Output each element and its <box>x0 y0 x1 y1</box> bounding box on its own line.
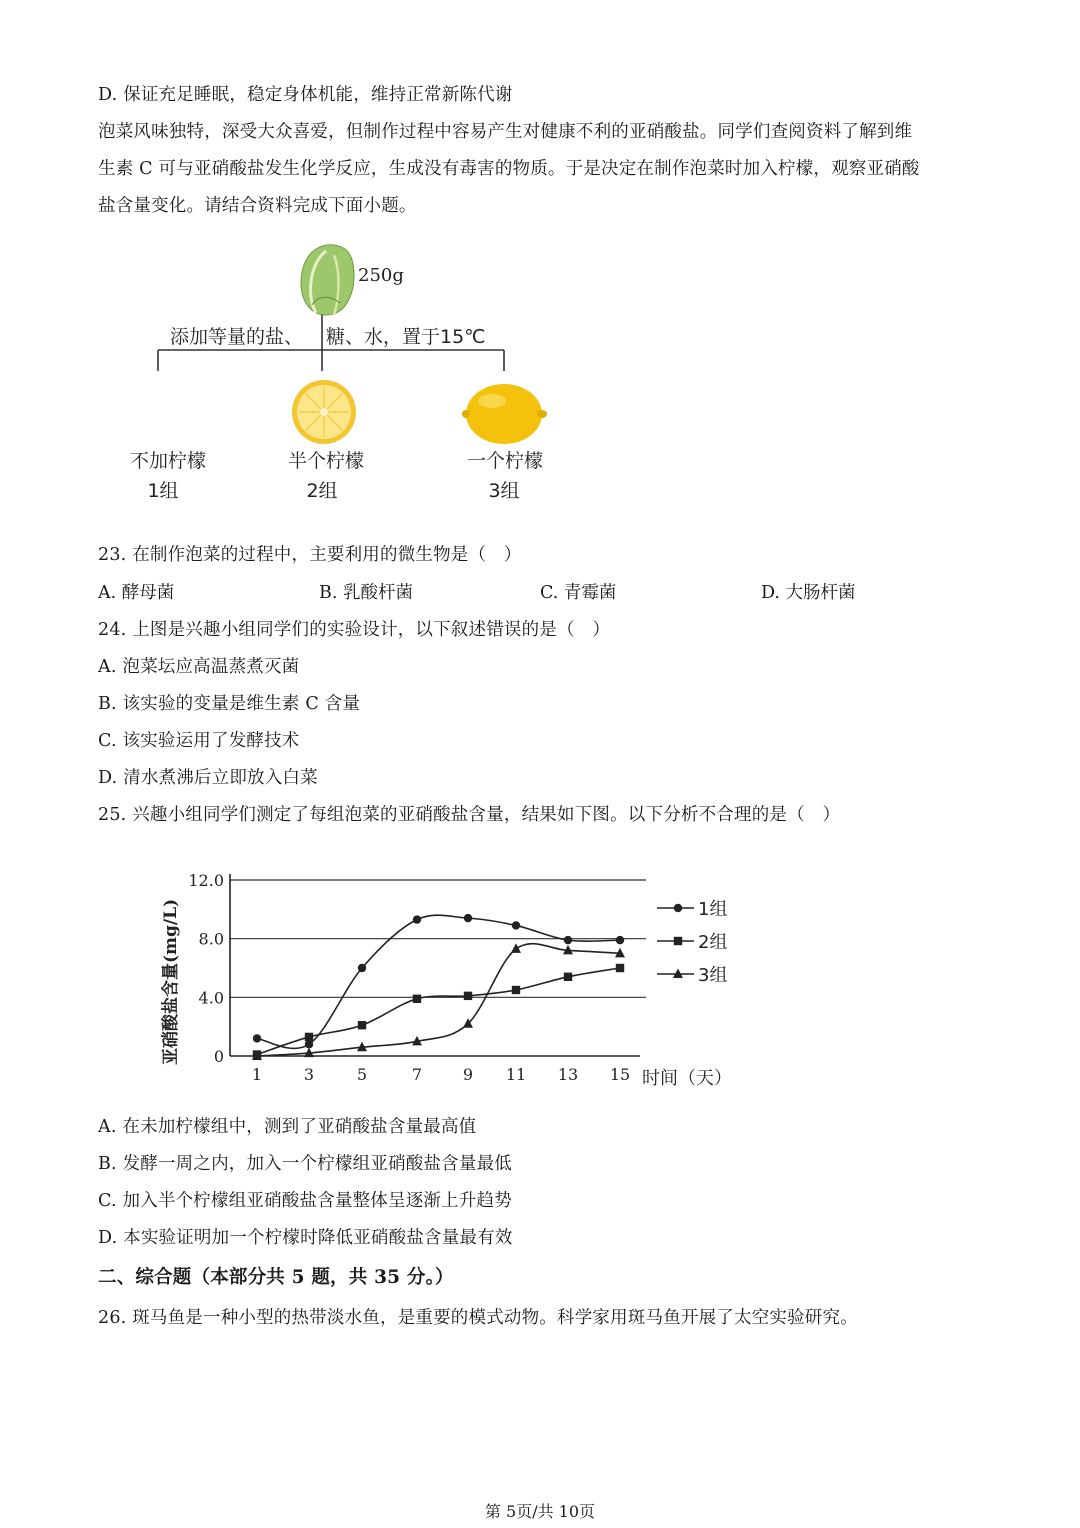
data-point-series-1 <box>358 964 366 972</box>
data-point-series-1 <box>253 1034 261 1042</box>
y-tick-label: 0 <box>213 1047 224 1066</box>
x-tick-label: 11 <box>505 1065 527 1084</box>
legend-label: 1组 <box>698 899 728 920</box>
legend-label: 2组 <box>698 932 728 953</box>
legend-marker <box>674 937 682 945</box>
q24-option-c: C. 该实验运用了发酵技术 <box>98 731 300 751</box>
series-line-1 <box>257 915 620 1048</box>
data-point-series-2 <box>413 995 421 1003</box>
q24-option-b: B. 该实验的变量是维生素 C 含量 <box>98 694 361 714</box>
q24-stem: 24. 上图是兴趣小组同学们的实验设计，以下叙述错误的是（ ） <box>98 620 611 640</box>
data-point-series-2 <box>358 1021 366 1029</box>
q24-option-a: A. 泡菜坛应高温蒸煮灭菌 <box>98 657 300 677</box>
half-lemon-icon <box>292 380 356 444</box>
x-axis-label: 时间（天） <box>642 1068 732 1089</box>
group-2-name: 2组 <box>306 480 338 502</box>
q25-option-a: A. 在未加柠檬组中，测到了亚硝酸盐含量最高值 <box>98 1117 477 1137</box>
data-point-series-2 <box>564 973 572 981</box>
y-tick-label: 8.0 <box>198 929 224 949</box>
intro-line-1: 泡菜风味独特，深受大众喜爱，但制作过程中容易产生对健康不利的亚硝酸盐。同学们查阅资料了解到维 <box>98 122 913 142</box>
q25-stem: 25. 兴趣小组同学们测定了每组泡菜的亚硝酸盐含量，结果如下图。以下分析不合理的是（ ） <box>98 805 841 825</box>
x-tick-label: 3 <box>303 1065 315 1084</box>
cabbage-weight: 250g <box>358 265 404 286</box>
q23-option-d: D. 大肠杆菌 <box>761 583 856 603</box>
q23-option-b: B. 乳酸杆菌 <box>319 583 413 603</box>
group-2-desc: 半个柠檬 <box>287 450 365 472</box>
x-tick-label: 9 <box>462 1065 474 1084</box>
condition-right: 糖、水，置于15℃ <box>326 326 486 348</box>
x-tick-label: 5 <box>356 1065 368 1084</box>
x-tick-label: 15 <box>609 1065 631 1084</box>
data-point-series-3 <box>511 943 521 953</box>
group-1-name: 1组 <box>147 480 179 502</box>
data-point-series-2 <box>616 964 624 972</box>
page-footer: 第 5页/共 10页 <box>484 1502 596 1521</box>
nitrite-chart <box>0 855 760 1095</box>
legend-marker <box>674 904 682 912</box>
data-point-series-1 <box>305 1040 313 1048</box>
data-point-series-1 <box>464 914 472 922</box>
q23-option-a: A. 酵母菌 <box>98 583 175 603</box>
q23-option-c: C. 青霉菌 <box>540 583 617 603</box>
y-tick-label: 12.0 <box>188 871 224 890</box>
data-point-series-2 <box>464 992 472 1000</box>
data-point-series-1 <box>564 936 572 944</box>
cabbage-icon <box>301 245 354 315</box>
data-point-series-2 <box>512 986 520 994</box>
q25-option-c: C. 加入半个柠檬组亚硝酸盐含量整体呈逐渐上升趋势 <box>98 1191 512 1211</box>
group-3-name: 3组 <box>488 480 520 502</box>
experiment-diagram <box>0 235 600 515</box>
q24-option-d: D. 清水煮沸后立即放入白菜 <box>98 768 318 788</box>
intro-line-2: 生素 C 可与亚硝酸盐发生化学反应，生成没有毒害的物质。于是决定在制作泡菜时加入柠檬，观察亚硝酸 <box>98 159 920 179</box>
data-point-series-1 <box>512 921 520 929</box>
lemon-icon <box>462 384 547 444</box>
condition-left: 添加等量的盐、 <box>170 326 304 348</box>
group-1-desc: 不加柠檬 <box>129 450 207 472</box>
data-point-series-2 <box>305 1033 313 1041</box>
section-2-heading: 二、综合题（本部分共 5 题，共 35 分。） <box>98 1267 454 1288</box>
q25-option-d: D. 本实验证明加一个柠檬时降低亚硝酸盐含量最有效 <box>98 1228 513 1248</box>
data-point-series-1 <box>413 915 421 923</box>
data-point-series-1 <box>616 936 624 944</box>
q25-option-b: B. 发酵一周之内，加入一个柠檬组亚硝酸盐含量最低 <box>98 1154 512 1174</box>
q26-stem: 26. 斑马鱼是一种小型的热带淡水鱼，是重要的模式动物。科学家用斑马鱼开展了太空实验研究。 <box>98 1308 858 1328</box>
x-tick-label: 1 <box>251 1065 263 1084</box>
x-tick-label: 13 <box>557 1065 579 1084</box>
y-tick-label: 4.0 <box>198 988 224 1008</box>
legend-label: 3组 <box>698 965 728 986</box>
y-axis-label: 亚硝酸盐含量(mg/L) <box>161 898 181 1065</box>
q22-option-d: D. 保证充足睡眠，稳定身体机能，维持正常新陈代谢 <box>98 85 513 105</box>
intro-line-3: 盐含量变化。请结合资料完成下面小题。 <box>98 196 417 216</box>
x-tick-label: 7 <box>411 1065 423 1084</box>
group-3-desc: 一个柠檬 <box>466 450 544 472</box>
q23-stem: 23. 在制作泡菜的过程中，主要利用的微生物是（ ） <box>98 545 522 565</box>
